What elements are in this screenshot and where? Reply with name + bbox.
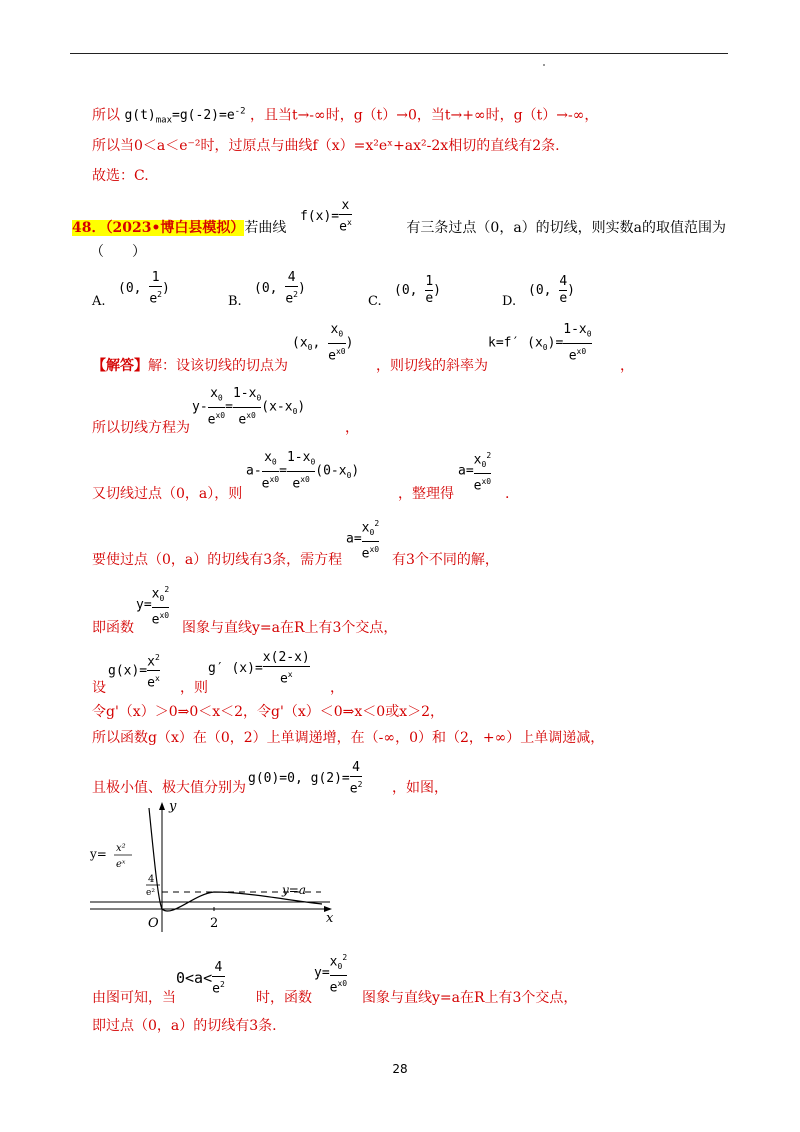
line-conclusion: 所以当0＜a＜e⁻²时，过原点与曲线f（x）=x²eˣ+ax²-2x相切的直线有2条. (92, 138, 560, 154)
option-d-letter: D. (502, 294, 517, 309)
option-d-value: (0, $\frac{4}{e}$ ) (528, 274, 575, 306)
option-b-value: (0, $\frac{4}{e^2}$ ) (254, 270, 306, 307)
formula-tangent-point: ($x_0$, $\frac{x_0}{e^{x0}}$ ) (292, 322, 354, 363)
solution-line-4: 要使过点（0，a）的切线有3条，需方程 (92, 552, 343, 568)
curve-label-prefix: y= (90, 847, 107, 861)
y-axis-arrow (159, 802, 165, 810)
formula-a-equals: a= $\frac{x_0^2}{e^{x0}}$ (458, 448, 491, 494)
page-number: 28 (392, 1062, 408, 1076)
solution-line-6: 设 (92, 680, 106, 696)
comma-6: ， (330, 680, 344, 696)
y-tick-den: e² (146, 888, 155, 898)
solution-line-10b: 时，函数 (256, 990, 312, 1006)
option-c-letter: C. (368, 294, 382, 309)
formula-gprime: g′ (x)= $\frac{x(2-x)}{e^x}$ (208, 650, 310, 687)
line-a-label: y=a (282, 883, 306, 897)
solution-line-9b: ，如图， (392, 780, 448, 796)
solution-line-10: 由图可知，当 (92, 990, 176, 1006)
comma-2: ， (345, 420, 359, 436)
line-gmax: 所以 $g(t)_{max}=g(-2)=e^{-2}$ ，且当t→-∞时，g（t）→0，当t→+∞时，g（t）→-∞， (92, 107, 599, 126)
origin-label: O (148, 916, 159, 931)
y-axis-label: y (169, 799, 177, 814)
header-rule (70, 53, 728, 54)
formula-tangent-line: y- $\frac{x_0}{e^{x0}}$ = $\frac{1-x_0}{e^{x0}}$ $(x-x_0)$ (192, 386, 306, 427)
header-dot (543, 64, 545, 66)
question-number: 48．（2023•博白县模拟） (72, 220, 245, 236)
solution-line-3: 又切线过点（0，a），则 (92, 486, 243, 502)
period-3: . (505, 486, 510, 502)
formula-through-point: a- $\frac{x_0}{e^{x0}}$ = $\frac{1-x_0}{e^{x0}}$ $(0-x_0)$ (246, 450, 360, 491)
formula-gx: g(x)= $\frac{x^2}{e^x}$ (108, 650, 160, 692)
solution-line-1: 【解答】解：设该切线的切点为 ，则切线的斜率为 (92, 358, 488, 374)
line-answer: 故选：C. (92, 168, 149, 184)
x-axis-label: x (326, 911, 334, 926)
solution-line-2: 所以切线方程为 (92, 420, 190, 436)
function-graph (86, 796, 346, 936)
solution-line-7: 令g'（x）＞0⇒0＜x＜2，令g'（x）＜0⇒x＜0或x＞2， (92, 704, 445, 720)
solution-line-9: 且极小值、极大值分别为 (92, 780, 246, 796)
option-b-letter: B. (228, 294, 242, 309)
curve-label-num: x² (116, 843, 126, 854)
comma-1: ， (620, 358, 634, 374)
option-a-letter: A. (92, 294, 106, 309)
formula-equation: a= $\frac{x_0^2}{e^{x0}}$ (346, 516, 379, 562)
y-tick-num: 4 (148, 874, 155, 885)
formula-fx: f(x)= $\frac{x}{e^x}$ (300, 198, 352, 235)
solution-line-5b: 图象与直线y=a在R上有3个交点， (182, 620, 398, 636)
solution-line-6b: ，则 (180, 680, 208, 696)
solution-line-4b: 有3个不同的解， (392, 552, 499, 568)
formula-extrema: g(0)=0, g(2)= $\frac{4}{e^2}$ (248, 760, 363, 797)
formula-y-function: y= $\frac{x_0^2}{e^{x0}}$ (136, 582, 169, 628)
answer-paren: （ ） (90, 244, 146, 260)
curve-label-den: eˣ (116, 859, 126, 870)
solution-line-3b: ，整理得 (398, 486, 454, 502)
question-stem: 48．（2023•博白县模拟）若曲线 有三条过点（0，a）的切线，则实数a的取值范围为 (72, 220, 727, 236)
solution-line-10c: 图象与直线y=a在R上有3个交点， (362, 990, 578, 1006)
solution-line-11: 即过点（0，a）的切线有3条. (92, 1018, 277, 1034)
x-tick-2: 2 (210, 916, 219, 931)
formula-y-function-2: y= $\frac{x_0^2}{e^{x0}}$ (314, 950, 347, 996)
formula-slope: k=f′ $(x_0)=$ $\frac{1-x_0}{e^{x0}}$ (488, 322, 592, 363)
option-a-value: (0, $\frac{1}{e^2}$ ) (118, 270, 170, 307)
formula-gmax: $g(t)_{max}=g(-2)=e^{-2}$ (124, 107, 246, 126)
solution-line-5: 即函数 (92, 620, 134, 636)
formula-a-range: 0<a< $\frac{4}{e^2}$ (176, 960, 225, 997)
option-c-value: (0, $\frac{1}{e}$ ) (394, 274, 441, 306)
solution-line-8: 所以函数g（x）在（0，2）上单调递增，在（-∞，0）和（2，+∞）上单调递减， (92, 730, 605, 746)
